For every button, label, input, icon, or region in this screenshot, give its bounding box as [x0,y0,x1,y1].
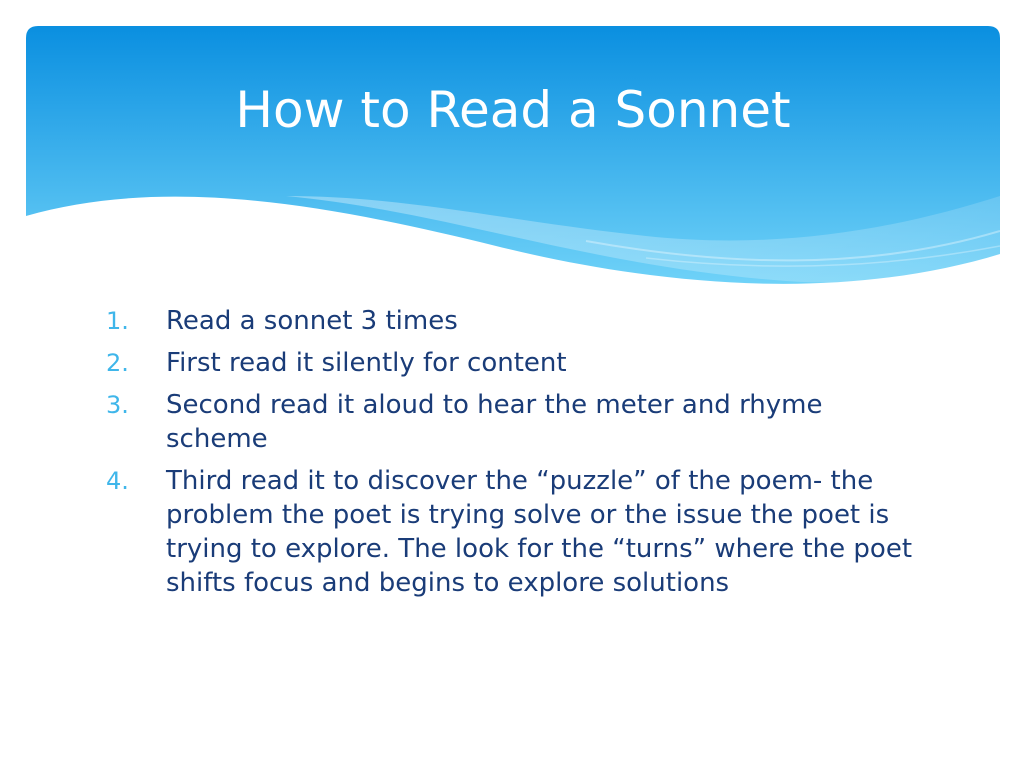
numbered-list [106,304,926,608]
list-number-3: 3. [106,391,129,419]
list-item-4 [106,464,926,600]
wave-banner-graphic [26,26,1000,296]
list-text-2: First read it silently for content [166,348,567,378]
list-text-1: Read a sonnet 3 times [166,306,458,336]
slide-title: How to Read a Sonnet [235,81,791,139]
list-number-1: 1. [106,307,129,335]
list-item-3 [106,388,926,456]
list-text-4: Third read it to discover the “puzzle” of the poem- the problem the poet is trying solve or the issue the poet is trying to explore. The look for the “turns” where the poet shifts focus and begins to explore solutions [166,466,913,598]
list-item-1 [106,304,926,338]
list-text-3: Second read it aloud to hear the meter and rhyme scheme [166,390,823,454]
list-item-2 [106,346,926,380]
list-number-4: 4. [106,467,129,495]
list-number-2: 2. [106,349,129,377]
title-banner [26,26,1000,296]
